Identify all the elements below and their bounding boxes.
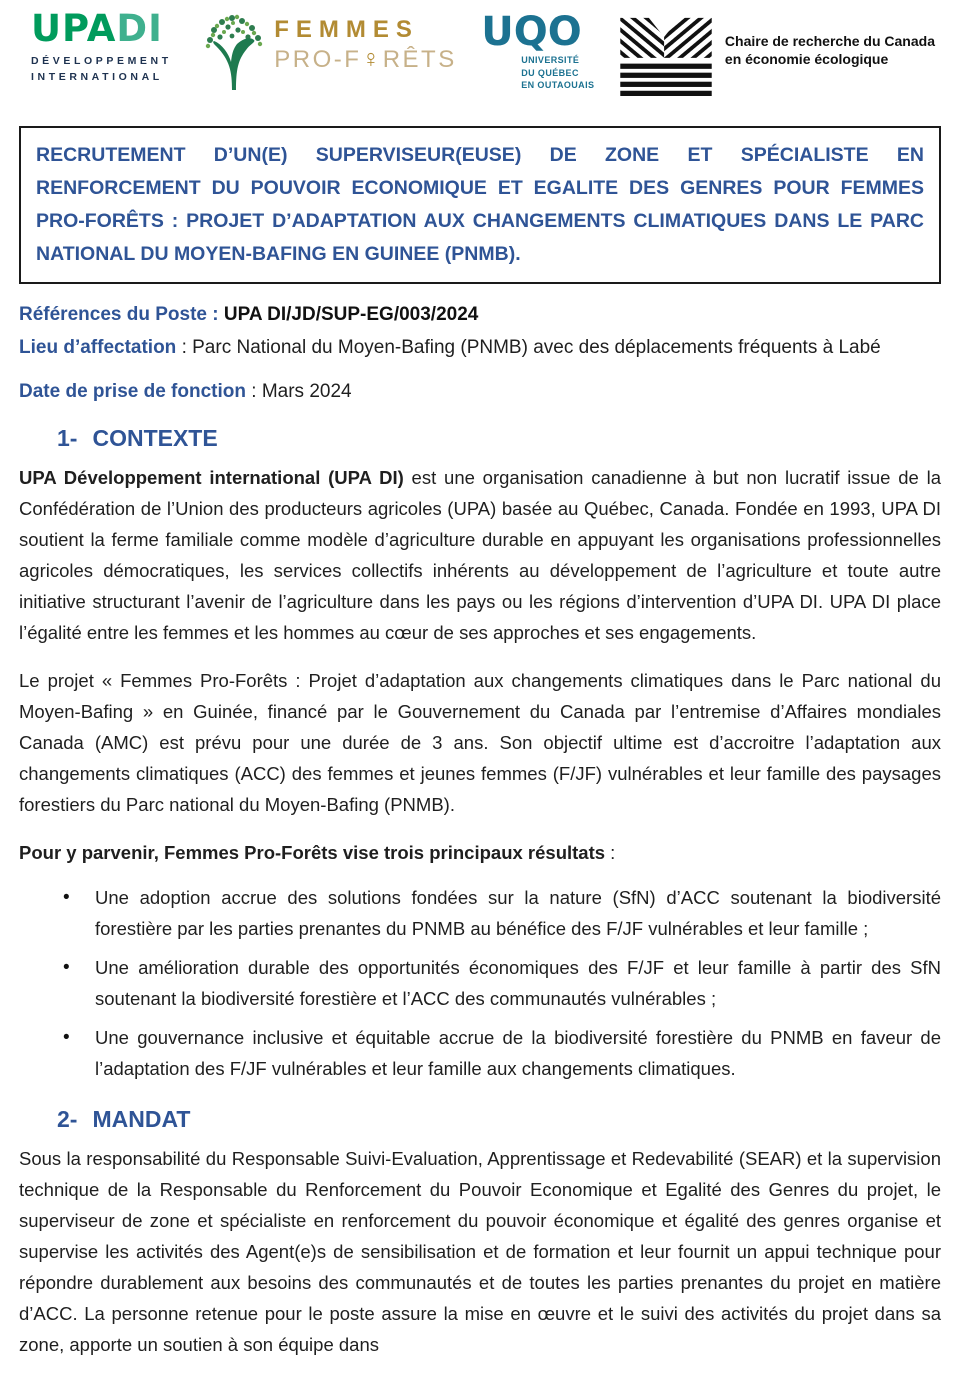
section-2-heading <box>19 1106 941 1133</box>
result-item-2: • Une amélioration durable des opportunités économiques des F/JF et leur famille à partir des SfN soutenant la biodiversité forestière et l’ACC des communautés vulnérables ; <box>77 952 941 1014</box>
logo-femmes-pro-forets <box>202 10 456 99</box>
results-list <box>19 882 941 1084</box>
context-paragraph-1 <box>19 462 941 648</box>
mandate-paragraph: Sous la responsabilité du Responsable Suivi-Evaluation, Apprentissage et Redevabilité (SEAR) et la supervision technique de la Responsable du Renforcement du Pouvoir Economique et Egalité des Genres du projet, le superviseur de zone et spécialiste en renforcement du pouvoir économique et égalité des genres organise et supervise les activités des Agent(e)s de sensibilisation et de formation et leur fournit un appui technique pour répondre durablement aux besoins des communautés et de toutes les parties prenantes du projet en matière d’ACC. La personne retenue pour le poste assure la mise en œuvre et le suivi des activités du projet dans sa zone, apporte un soutien à son équipe dans <box>19 1148 941 1355</box>
crc-label-line2: en économie écologique <box>724 51 889 68</box>
context-paragraph-2: Le projet « Femmes Pro-Forêts : Projet d’adaptation aux changements climatiques dans le Parc national du Moyen-Bafing » en Guinée, financé par le Gouvernement du Canada par l’entremise d’Affaires mondiales Canada (AMC) est prévu pour une durée de 3 ans. Son objectif ultime est d’accroitre l’adaptation aux changements climatiques (ACC) des femmes et jeunes femmes (F/JF) vulnérables et leur famille des paysages forestiers du Parc national du Moyen-Bafing (PNMB). <box>19 670 941 815</box>
upadi-word-di: DI <box>116 7 163 50</box>
uqo-subtitle-line3: EN OUTAOUAIS <box>521 80 595 91</box>
job-title: RECRUTEMENT D’UN(E) SUPERVISEUR(EUSE) DE ZONE ET SPÉCIALISTE EN RENFORCEMENT DU POUVOIR ECONOMIQUE ET EGALITE DES GENRES POUR FEMMES PRO-FORÊTS : PROJET D’ADAPTATION AUX CHANGEMENTS CLIMATIQUES DANS LE PARC NATIONAL DU MOYEN-BAFING EN GUINEE (PNMB). <box>36 144 924 265</box>
crc-label <box>725 32 935 68</box>
crc-stripes-icon <box>619 16 713 101</box>
job-meta <box>19 304 941 403</box>
section-1-number: 1- <box>57 425 78 451</box>
upadi-word-upa: UPA <box>31 7 117 50</box>
result-item-3: • Une gouvernance inclusive et équitable accrue de la biodiversité forestière du PNMB en faveur de l’adaptation des F/JF vulnérables et leur famille aux changements climatiques. <box>77 1022 941 1084</box>
femmes-subtitle-post: RÊTS <box>382 45 457 73</box>
crc-label-line1: Chaire de recherche du Canada <box>724 33 935 49</box>
femmes-wordmark <box>274 16 456 74</box>
upadi-subtitle <box>31 53 172 86</box>
reference-value: UPA DI/JD/SUP-EG/003/2024 <box>223 304 479 325</box>
logo-crc <box>619 16 935 101</box>
upadi-wordmark <box>31 7 163 50</box>
femmes-title: FEMMES <box>274 16 419 43</box>
tree-hands-icon <box>202 10 266 99</box>
uqo-wordmark: UQO <box>481 9 582 55</box>
uqo-subtitle-line2: DU QUÉBEC <box>521 67 579 78</box>
reference-label: Références du Poste : <box>19 304 224 325</box>
results-intro-colon: : <box>605 842 616 863</box>
upadi-subtitle-line1: DÉVELOPPEMENT <box>31 55 172 67</box>
femmes-subtitle-pre: PRO-F <box>274 45 362 73</box>
location-label: Lieu d’affectation <box>19 337 177 358</box>
section-1-heading <box>19 425 941 452</box>
results-intro <box>19 837 941 868</box>
female-symbol-icon: ♀ <box>361 44 383 73</box>
uqo-subtitle <box>521 54 594 92</box>
upadi-subtitle-line2: INTERNATIONAL <box>31 71 163 84</box>
context-paragraph-1-lead: UPA Développement international (UPA DI) <box>19 467 404 488</box>
logo-upadi <box>31 7 172 86</box>
document-header <box>19 7 941 114</box>
section-2-number: 2- <box>57 1106 78 1132</box>
context-paragraph-1-rest: est une organisation canadienne à but non lucratif issue de la Confédération de l’Union des producteurs agricoles (UPA) basée au Québec, Canada. Fondée en 1993, UPA DI soutient la ferme familiale comme modèle d’agriculture durable en appuyant les organisations professionnelles agricoles démocratiques, les services collectifs inhérents au développement de l’agriculture et toute autre initiative structurant l’avenir de l’agriculture dans les pays ou les régions d’intervention d’UPA DI. UPA DI place l’égalité entre les femmes et les hommes au cœur de ses approches et ses engagements. <box>19 467 941 643</box>
location-line <box>19 337 941 359</box>
start-date-line <box>19 381 941 403</box>
result-item-1: • Une adoption accrue des solutions fondées sur la nature (SfN) d’ACC soutenant la biodiversité forestière par les parties prenantes du PNMB au bénéfice des F/JF vulnérables et leur famille ; <box>77 882 941 944</box>
uqo-subtitle-line1: UNIVERSITÉ <box>521 55 580 65</box>
results-intro-bold: Pour y parvenir, Femmes Pro-Forêts vise trois principaux résultats <box>19 842 606 863</box>
section-2-title: MANDAT <box>92 1106 191 1132</box>
section-1-title: CONTEXTE <box>92 425 218 451</box>
start-date-label: Date de prise de fonction <box>19 381 246 402</box>
location-value: : Parc National du Moyen-Bafing (PNMB) avec des déplacements fréquents à Labé <box>176 337 881 358</box>
reference-line <box>19 304 941 326</box>
logo-uqo <box>481 9 595 92</box>
femmes-subtitle <box>274 44 456 75</box>
start-date-value: : Mars 2024 <box>245 381 352 402</box>
job-title-box <box>19 126 941 284</box>
